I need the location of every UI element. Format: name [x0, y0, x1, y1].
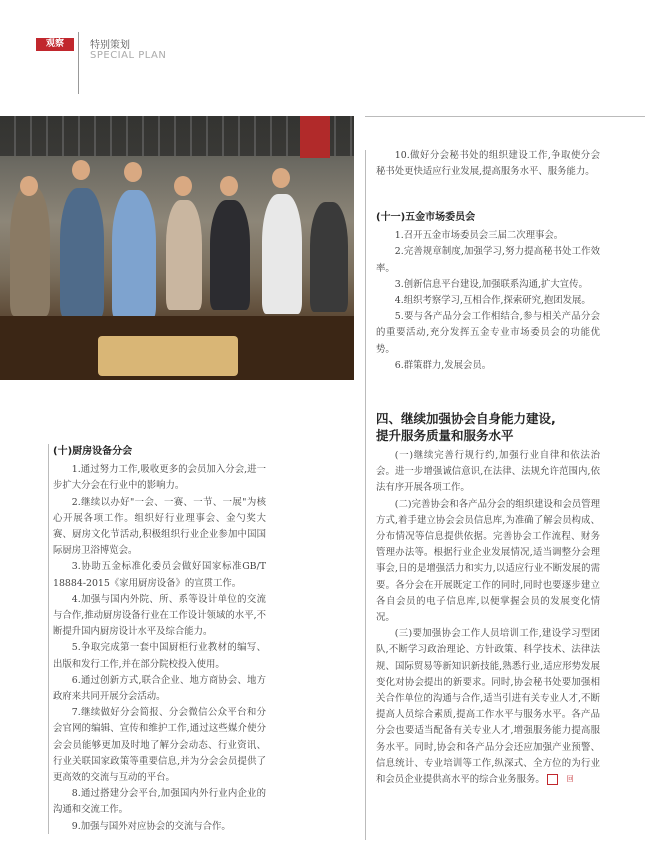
column-divider-right — [365, 150, 366, 840]
list-item: 2.继续以办好"一会、一赛、一节、一展"为核心开展各项工作。组织好行业理事会、金勺奖大赛、厨房文化节活动,积极组织行业企业参加中国国际厨房卫浴博览会。 — [53, 496, 266, 557]
list-item: 7.继续做好分会简报、分会微信公众平台和分会官网的编辑、宣传和维护工作,通过这些媒介使分会会员能够更加及时地了解分会动态、行业资讯、行业关联国家政策等重要信息,并为分会会员提供了更高效的交流与互动的平台。 — [53, 707, 266, 784]
section-tag: 观察 — [36, 38, 74, 51]
section-heading-hardware-market: (十一)五金市场委员会 — [376, 212, 476, 223]
list-item: 4.加强与国内外院、所、系等设计单位的交流与合作,推动厨房设备行业在工作设计领域的水平,不断提升国内厨房设计水平及综合能力。 — [53, 593, 266, 638]
header-divider — [78, 32, 79, 94]
chapter-heading — [376, 410, 600, 444]
chapter-heading-line1: 四、继续加强协会自身能力建设, — [376, 411, 556, 426]
page-header — [0, 0, 645, 100]
column-title-en: SPECIAL PLAN — [90, 50, 167, 61]
exhibition-photo — [0, 116, 354, 380]
right-column-top — [376, 148, 600, 180]
list-item: 3.协助五金标准化委员会做好国家标准GB/T 18884-2015《家用厨房设备》的宣贯工作。 — [53, 561, 266, 589]
list-item: 6.群策群力,发展会员。 — [394, 359, 492, 371]
list-item: 1.通过努力工作,吸收更多的会员加入分会,进一步扩大分会在行业中的影响力。 — [53, 464, 266, 492]
top-rule — [365, 116, 645, 117]
chapter-heading-line2: 提升服务质量和服务水平 — [376, 428, 514, 443]
left-column — [53, 444, 266, 835]
end-mark-icon: 回 — [547, 774, 558, 785]
paragraph — [376, 626, 600, 788]
list-item: 5.要与各产品分会工作相结合,参与相关产品分会的重要活动,充分发挥五金专业市场委员会的功能优势。 — [376, 311, 600, 355]
list-item: 1.召开五金市场委员会三届二次理事会。 — [394, 230, 564, 242]
section-heading-kitchen: (十)厨房设备分会 — [53, 446, 133, 457]
right-column-bottom — [376, 410, 600, 788]
right-column-middle — [376, 210, 600, 374]
list-item: 9.加强与国外对应协会的交流与合作。 — [71, 820, 231, 832]
paragraph: (一)继续完善行规行约,加强行业自律和依法治会。进一步增强诚信意识,在法律、法规允许范围内,依法有序开展各项工作。 — [376, 450, 600, 494]
list-item: 2.完善规章制度,加强学习,努力提高秘书处工作效率。 — [376, 246, 600, 274]
list-item: 4.组织考察学习,互相合作,探索研究,抱团发展。 — [394, 295, 591, 307]
paragraph-text: (三)要加强协会工作人员培训工作,建设学习型团队,不断学习政治理论、方针政策、科学技术、法律法规、国际贸易等新知识新技能,熟悉行业,适应形势发展变化对协会提出的新要求。同时,协会秘书处要加强相关合作单位的沟通与合作,适当引进有关专业人才,不断提高人员综合素质,提高工作水平与服务水平。各产品分会也要适当配备有关专业人才,增强服务能力提高服务水平。同时,协会和各产品分会还应加强产业预警、信息统计、专业培训等工作,纵深式、全方位的为行业和会员企业提供高水平的综合业务服务。 — [376, 628, 600, 786]
paragraph: (二)完善协会和各产品分会的组织建设和会员管理方式,着手建立协会会员信息库,为准确了解会员构成、分布情况等信息提供依据。完善协会工作流程、财务管理办法等。根据行业企业发展情况,适当调整分会理事会,日的是增强活力和实力,以适应行业不断发展的需要。各分会在开展既定工作的同时,同时也要逐步建立各自会员的电子信息库,以便掌握会员的发展变化情况。 — [376, 498, 600, 624]
list-item: 10.做好分会秘书处的组织建设工作,争取使分会秘书处更快适应行业发展,提高服务水平、服务能力。 — [376, 150, 600, 178]
list-item: 3.创新信息平台建设,加强联系沟通,扩大宣传。 — [394, 278, 588, 290]
list-item: 5.争取完成第一套中国厨柜行业教材的编写、出版和发行工作,并在部分院校投入使用。 — [53, 642, 266, 670]
column-divider-left — [48, 444, 49, 834]
list-item: 8.通过搭建分会平台,加强国内外行业内企业的沟通和交流工作。 — [53, 788, 266, 816]
list-item: 6.通过创新方式,联合企业、地方商协会、地方政府来共同开展分会活动。 — [53, 674, 266, 703]
column-title-cn: 特别策划 — [90, 40, 130, 51]
